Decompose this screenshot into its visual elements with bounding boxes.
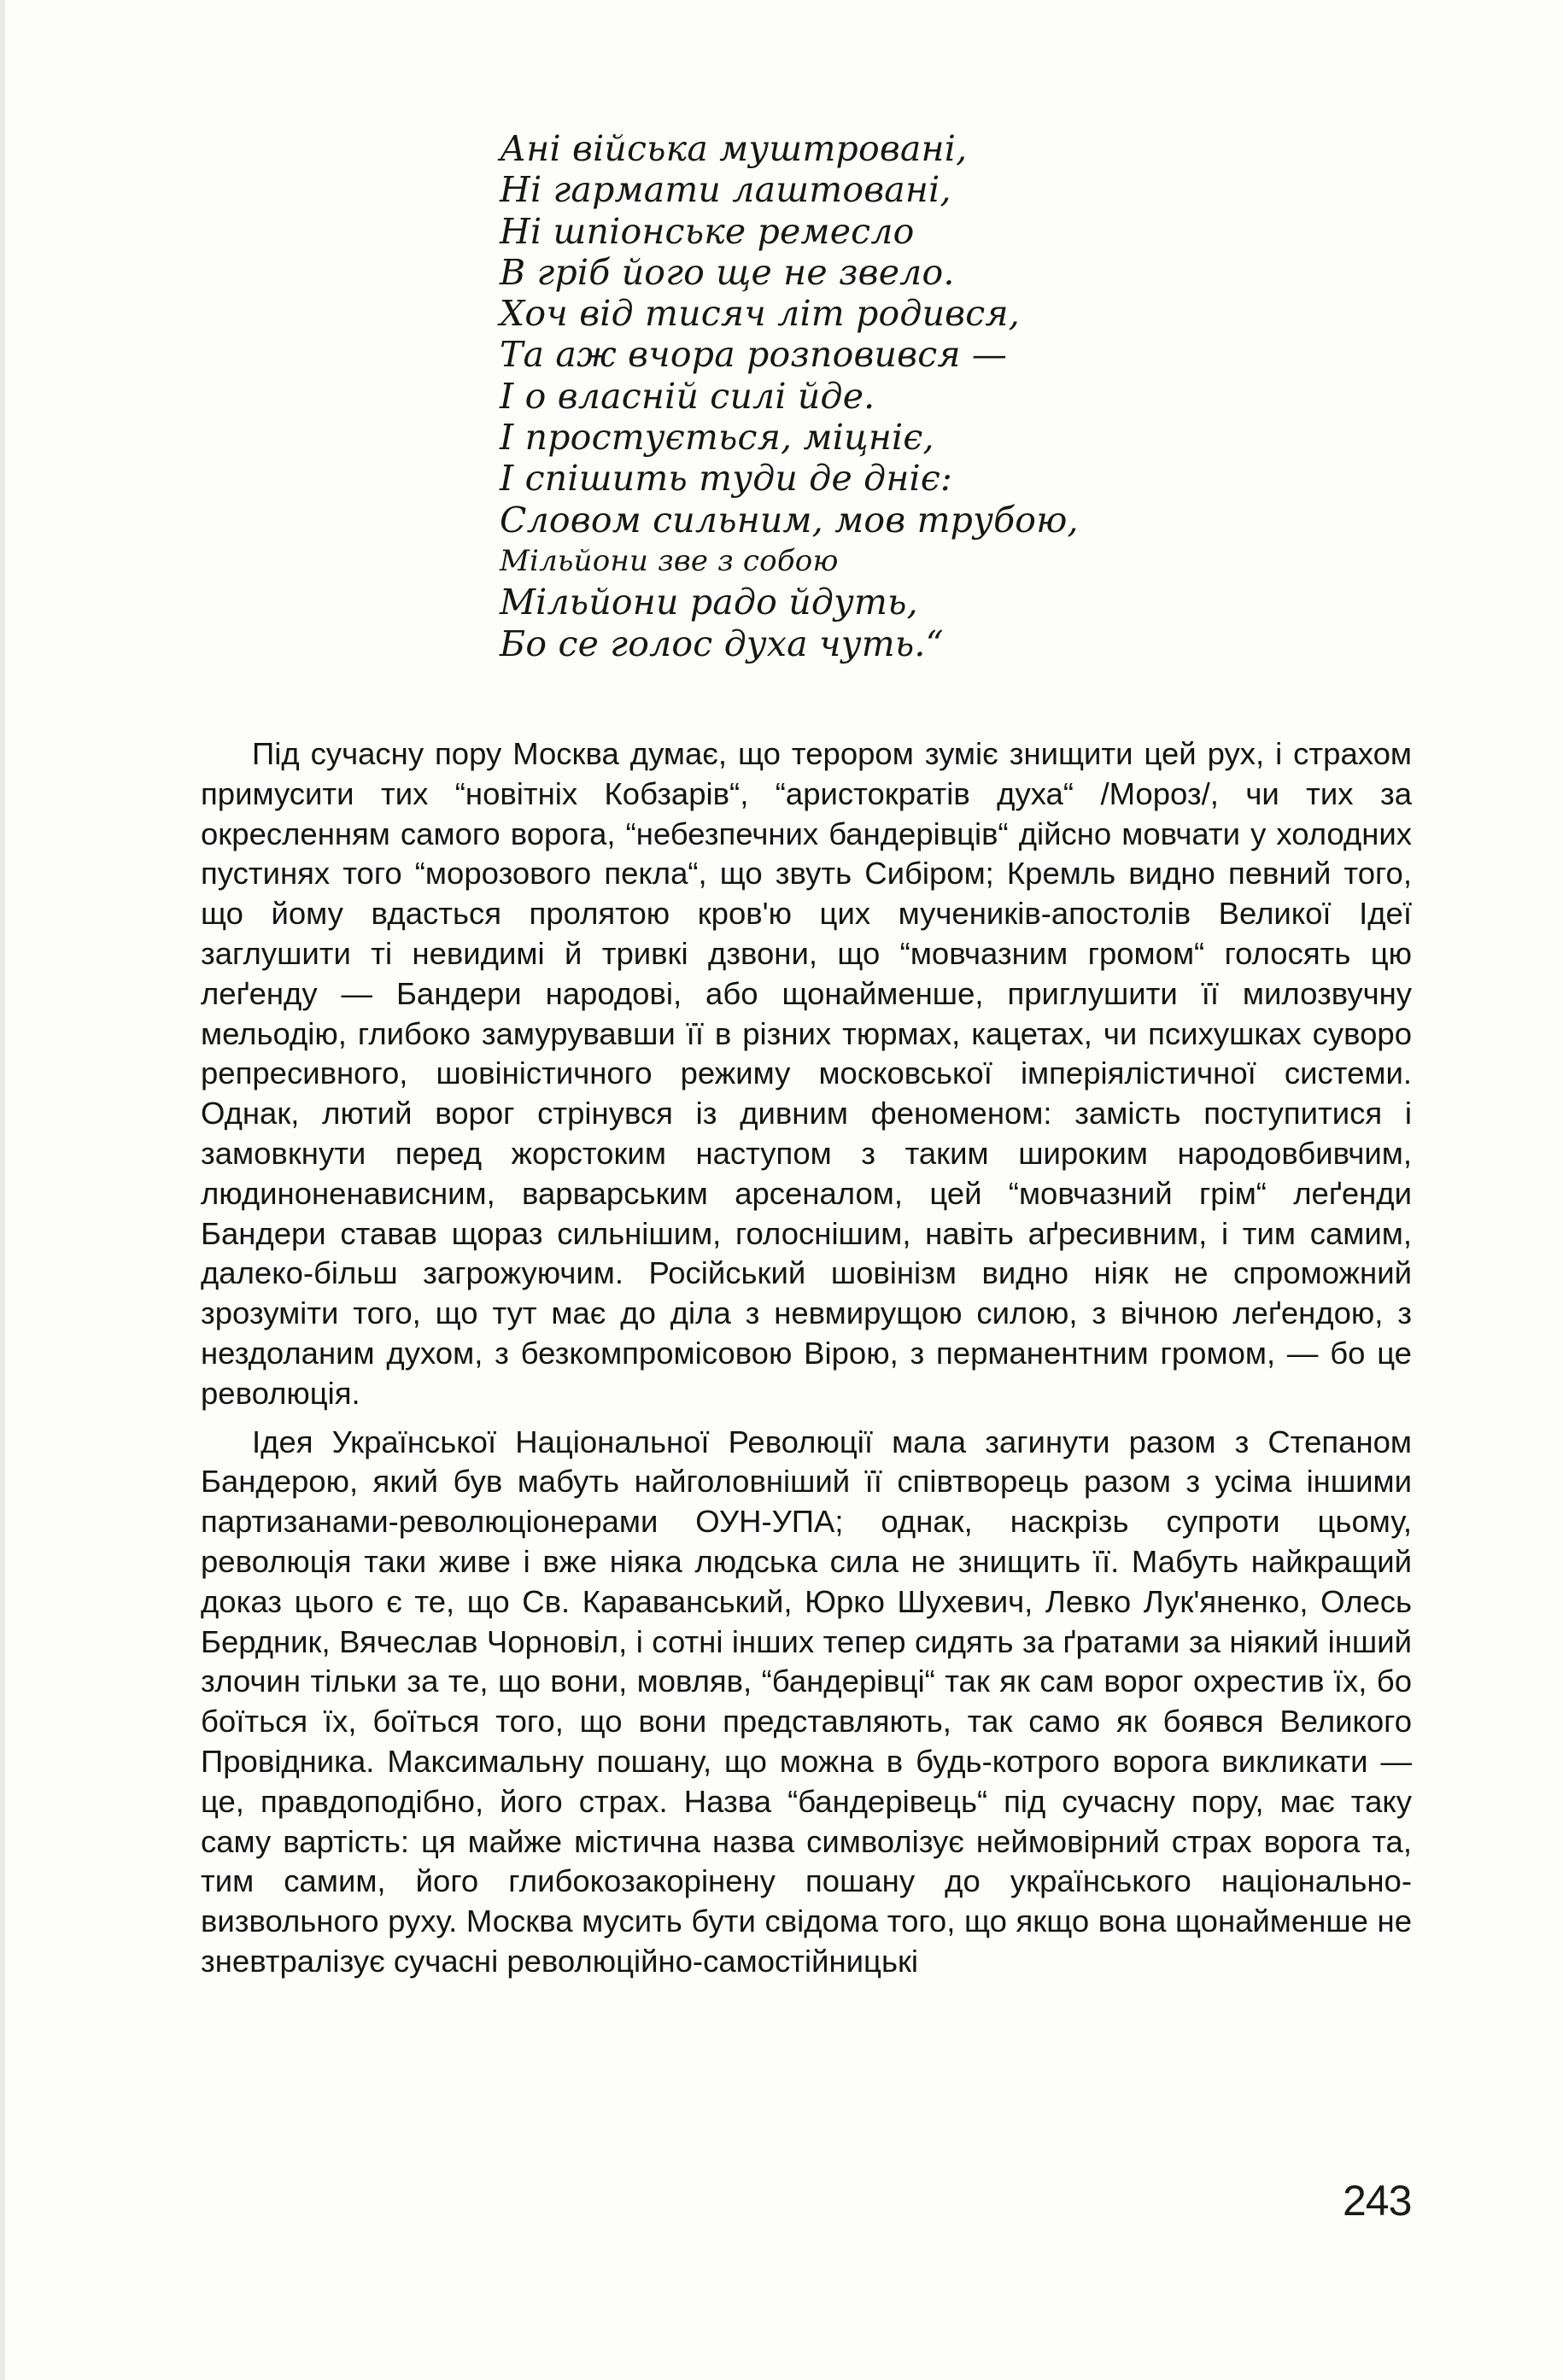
page-edge (0, 0, 5, 2380)
page-number: 243 (1343, 2177, 1412, 2225)
poem-line: І спішить туди де дніє: (500, 458, 953, 500)
poem-line: Ані війська муштровані, (500, 128, 968, 169)
poem-line: В гріб його ще не звело. (500, 251, 955, 293)
poem-line: І о власній силі йде. (500, 375, 875, 417)
poem-line: Ні гармати лаштовані, (500, 169, 951, 211)
poem-line: Словом сильним, мов трубою, (500, 499, 1079, 541)
paragraph: Під сучасну пору Москва думає, що терором зуміє знищити цей рух, і страхом примусити тих “новітніх Кобзарів“, “аристократів духа“ /Мороз/, чи тих за окресленням самого ворога, “небезпечних бандерівців“ дійсно мовчати у холодних пустинях того “морозового пекла“, що звуть Сибіром; Кремль видно певний того, що йому вдасться пролятою кров'ю цих мучеників-апостолів Великої Ідеї заглушити ті невидимі й тривкі дзвони, що “мовчазним громом“ голосять цю леґенду — Бандери народові, або щонайменше, приглушити її милозвучну мельодію, глибоко замурувавши її в різних тюрмах, кацетах, чи психушках суворо репресивного, шовіністичного режиму московської імперіялістичної системи. Однак, лютий ворог стрінувся із дивним феноменом: замість поступитися і замовкнути перед жорстоким наступом з таким широким народовбивчим, людиноненависним, варварським арсеналом, цей “мовчазний грім“ леґенди Бандери ставав щораз сильнішим, голоснішим, навіть аґресивним, і тим самим, далеко-більш загрожуючим. Російський шовінізм видно ніяк не спроможний зрозуміти того, що тут має до діла з невмирущою силою, з вічною леґендою, з нездоланим духом, з безкомпромісовою Вірою, з перманентним громом, — бо це революція. (201, 736, 1412, 1411)
poem-block (500, 128, 1354, 664)
poem-line: Ні шпіонське ремесло (500, 210, 915, 252)
poem-line: Мільйони зве з собою (500, 543, 839, 578)
paragraph: Ідея Української Національної Революції мала загинути разом з Степаном Бандерою, який був мабуть найголовніший її співтворець разом з усіма іншими партизанами-революціонерами ОУН-УПА; однак, наскрізь супроти цьому, революція таки живе і вже ніяка людська сила не знищить її. Мабуть найкращий доказ цього є те, що Св. Караванський, Юрко Шухевич, Левко Лук'яненко, Олесь Бердник, Вячеслав Чорновіл, і сотні інших тепер сидять за ґратами за ніякий інший злочин тільки за те, що вони, мовляв, “бандерівці“ так як сам ворог охрестив їх, бо боїться їх, боїться того, що вони представляють, так само як боявся Великого Провідника. Максимальну пошану, що можна в будь-котрого ворога викликати — це, правдоподібно, його страх. Назва “бандерівець“ під сучасну пору, має таку саму вартість: ця майже містична назва символізує неймовірний страх ворога та, тим самим, його глибокозакорінену пошану до українського національно-визвольного руху. Москва мусить бути свідома того, що якщо вона щонайменше не зневтралізує сучасні революційно-самостійницькі (201, 1424, 1412, 1979)
body-text (201, 734, 1412, 1982)
poem-line: Бо се голос духа чуть.“ (500, 623, 944, 664)
poem-line: Хоч від тисяч літ родився, (500, 293, 1020, 335)
poem-line: І простується, міцніє, (500, 417, 934, 459)
poem-line: Мільйони радо йдуть, (500, 582, 918, 623)
poem-line: Та аж вчора розповився — (500, 334, 1008, 376)
